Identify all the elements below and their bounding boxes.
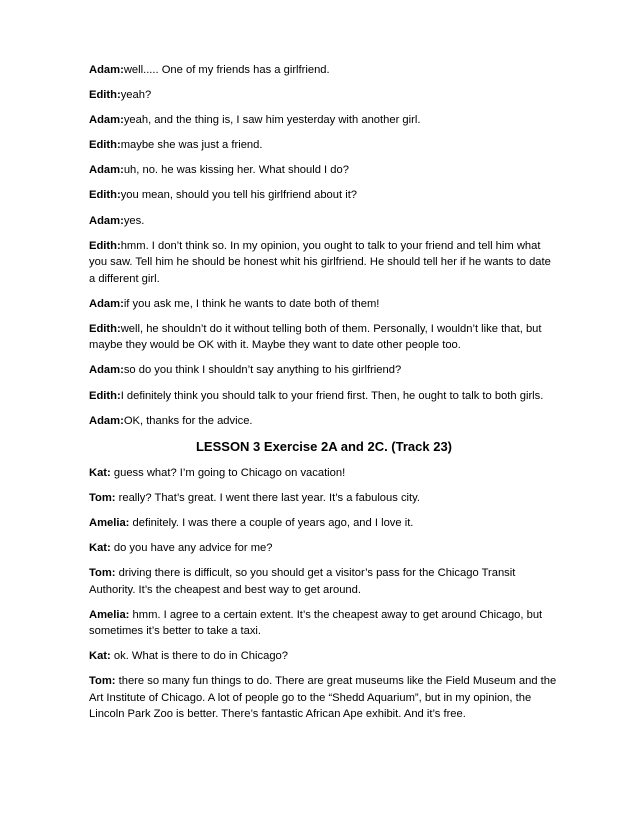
- line-text: definitely. I was there a couple of years ago, and I love it.: [132, 516, 414, 529]
- speaker-name: Adam:: [89, 297, 124, 310]
- dialogue-line: [89, 296, 559, 313]
- speaker-name: Tom:: [89, 491, 116, 504]
- dialogue-line: [89, 162, 559, 179]
- line-text: well, he shouldn’t do it without telling both of them. Personally, I wouldn’t like that, but maybe they would be OK with it. Maybe they want to date other people too.: [89, 322, 542, 352]
- speaker-name: Edith:: [89, 189, 121, 202]
- speaker-name: Adam:: [89, 364, 124, 377]
- line-text: there so many fun things to do. There are great museums like the Field Museum and the Art Institute of Chicago. A lot of people go to the “Shedd Aquarium”, but in my opinion, the Lincoln Park Zoo is better. There’s fantastic African Ape exhibit. And it’s free.: [89, 675, 557, 721]
- dialogue-line: [89, 62, 559, 79]
- dialogue-adam-edith: [89, 62, 559, 429]
- speaker-name: Tom:: [89, 675, 116, 688]
- section-heading: LESSON 3 Exercise 2A and 2C. (Track 23): [195, 438, 453, 454]
- speaker-name: Edith:: [89, 389, 121, 402]
- dialogue-line: [89, 465, 559, 482]
- line-text: yes.: [123, 214, 145, 227]
- line-text: do you have any advice for me?: [113, 542, 273, 554]
- dialogue-line: [89, 213, 559, 230]
- line-text: hmm. I agree to a certain extent. It’s the cheapest away to get around Chicago, but sometimes it’s better to take a taxi.: [89, 608, 543, 638]
- line-text: yeah, and the thing is, I saw him yesterday with another girl.: [123, 114, 421, 127]
- line-text: hmm. I don’t think so. In my opinion, you ought to talk to your friend and tell him what you saw. Tell him he should be honest whit his girlfriend. He should tell her if he wants to date a different girl.: [89, 239, 551, 285]
- line-text: OK, thanks for the advice.: [123, 414, 253, 427]
- line-text: if you ask me, I think he wants to date both of them!: [123, 297, 380, 310]
- speaker-name: Adam:: [89, 164, 124, 177]
- dialogue-line: [89, 607, 559, 640]
- dialogue-line: [89, 490, 559, 507]
- speaker-name: Edith:: [89, 89, 121, 102]
- speaker-name: Adam:: [89, 214, 124, 227]
- speaker-name: Amelia:: [89, 516, 130, 529]
- line-text: yeah?: [120, 89, 152, 102]
- dialogue-kat-tom-amelia: [89, 465, 559, 723]
- line-text: driving there is difficult, so you should get a visitor’s pass for the Chicago Transit Authority. It’s the cheapest and best way to get around.: [89, 567, 516, 596]
- dialogue-line: [89, 648, 559, 665]
- speaker-name: Amelia:: [89, 608, 130, 621]
- line-text: maybe she was just a friend.: [120, 139, 263, 152]
- dialogue-line: [89, 112, 559, 129]
- dialogue-line: [89, 321, 559, 354]
- speaker-name: Kat:: [89, 466, 111, 479]
- line-text: so do you think I shouldn’t say anything to his girlfriend?: [123, 364, 402, 377]
- dialogue-line: [89, 413, 559, 430]
- speaker-name: Edith:: [89, 139, 121, 152]
- dialogue-line: [89, 388, 559, 405]
- line-text: guess what? I’m going to Chicago on vacation!: [113, 466, 346, 479]
- dialogue-line: [89, 565, 559, 598]
- speaker-name: Edith:: [89, 239, 121, 252]
- speaker-name: Adam:: [89, 114, 124, 127]
- speaker-name: Edith:: [89, 322, 121, 335]
- dialogue-line: [89, 87, 559, 104]
- line-text: I definitely think you should talk to your friend first. Then, he ought to talk to both girls.: [120, 389, 544, 402]
- line-text: uh, no. he was kissing her. What should I do?: [123, 164, 349, 177]
- speaker-name: Tom:: [89, 567, 116, 580]
- document-page: [89, 62, 559, 731]
- speaker-name: Adam:: [89, 414, 124, 427]
- dialogue-line: [89, 673, 559, 723]
- speaker-name: Kat:: [89, 650, 111, 663]
- line-text: really? That’s great. I went there last year. It’s a fabulous city.: [118, 491, 421, 504]
- dialogue-line: [89, 187, 559, 204]
- dialogue-line: [89, 515, 559, 532]
- speaker-name: Kat:: [89, 542, 111, 554]
- dialogue-line: [89, 362, 559, 379]
- speaker-name: Adam:: [89, 64, 124, 76]
- line-text: you mean, should you tell his girlfriend about it?: [120, 189, 358, 202]
- dialogue-line: [89, 238, 559, 288]
- line-text: well..... One of my friends has a girlfriend.: [123, 64, 330, 76]
- dialogue-line: [89, 540, 559, 557]
- line-text: ok. What is there to do in Chicago?: [113, 650, 288, 663]
- dialogue-line: [89, 137, 559, 154]
